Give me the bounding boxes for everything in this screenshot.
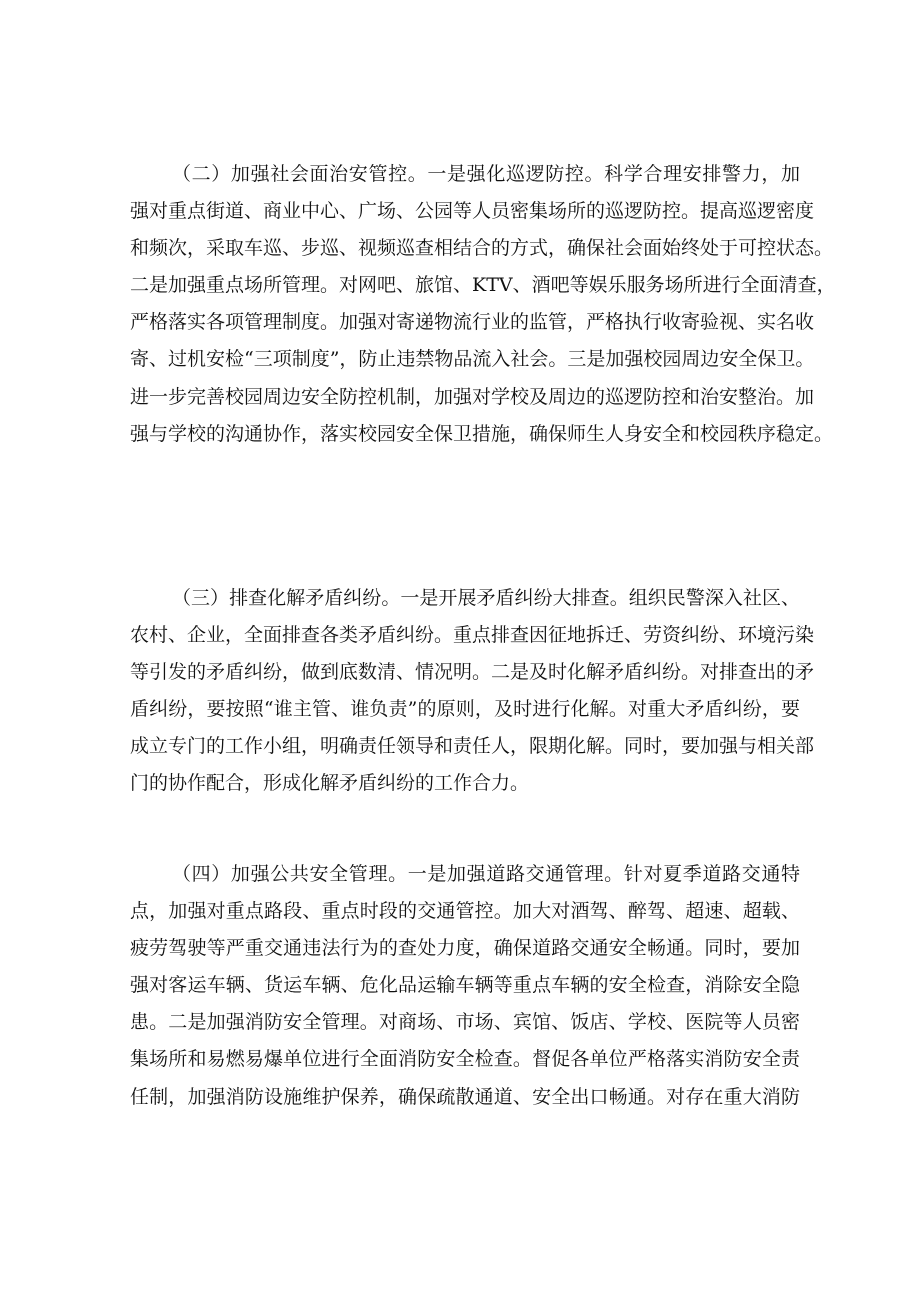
text-line: 等引发的矛盾纠纷，做到底数清、情况明。二是及时化解矛盾纠纷。对排查出的矛 bbox=[130, 661, 815, 684]
text-line: 严格落实各项管理制度。加强对寄递物流行业的监管，严格执行收寄验视、实名收 bbox=[130, 311, 815, 334]
text-line: 盾纠纷，要按照“谁主管、谁负责”的原则，及时进行化解。对重大矛盾纠纷，要 bbox=[130, 698, 800, 721]
text-line: （三）排查化解矛盾纠纷。一是开展矛盾纠纷大排查。组织民警深入社区、 bbox=[172, 587, 800, 609]
text-line: 强对重点街道、商业中心、广场、公园等人员密集场所的巡逻防控。提高巡逻密度 bbox=[130, 200, 815, 223]
text-line: 强与学校的沟通协作，落实校园安全保卫措施，确保师生人身安全和校园秩序稳定。 bbox=[130, 422, 834, 445]
text-line: 强对客运车辆、货运车辆、危化品运输车辆等重点车辆的安全检查，消除安全隐 bbox=[130, 974, 800, 997]
text-line: 寄、过机安检“三项制度”，防止违禁物品流入社会。三是加强校园周边安全保卫。 bbox=[130, 348, 815, 371]
paragraph-dispute-resolution bbox=[130, 580, 815, 803]
paragraph-public-safety bbox=[130, 856, 800, 1116]
paragraph-social-security-control bbox=[130, 156, 836, 453]
text-line: 进一步完善校园周边安全防控机制，加强对学校及周边的巡逻防控和治安整治。加 bbox=[130, 385, 815, 408]
text-line: 二是加强重点场所管理。对网吧、旅馆、KTV、酒吧等娱乐服务场所进行全面清查， bbox=[130, 274, 836, 297]
text-line: （二）加强社会面治安管控。一是强化巡逻防控。科学合理安排警力，加 bbox=[172, 163, 800, 185]
text-line: 患。二是加强消防安全管理。对商场、市场、宾馆、饭店、学校、医院等人员密 bbox=[130, 1011, 800, 1034]
text-line: 任制，加强消防设施维护保养，确保疏散通道、安全出口畅通。对存在重大消防 bbox=[130, 1085, 800, 1108]
text-line: 点，加强对重点路段、重点时段的交通管控。加大对酒驾、醉驾、超速、超载、 bbox=[130, 900, 800, 923]
text-line: 疲劳驾驶等严重交通违法行为的查处力度，确保道路交通安全畅通。同时，要加 bbox=[130, 937, 800, 960]
text-line: 成立专门的工作小组，明确责任领导和责任人，限期化解。同时，要加强与相关部 bbox=[130, 735, 815, 758]
text-line: 农村、企业，全面排查各类矛盾纠纷。重点排查因征地拆迁、劳资纠纷、环境污染 bbox=[130, 624, 815, 647]
text-line: （四）加强公共安全管理。一是加强道路交通管理。针对夏季道路交通特 bbox=[172, 863, 800, 885]
text-line: 集场所和易燃易爆单位进行全面消防安全检查。督促各单位严格落实消防安全责 bbox=[130, 1048, 800, 1071]
text-line: 门的协作配合，形成化解矛盾纠纷的工作合力。 bbox=[130, 772, 530, 795]
text-line: 和频次，采取车巡、步巡、视频巡查相结合的方式，确保社会面始终处于可控状态。 bbox=[130, 237, 834, 260]
